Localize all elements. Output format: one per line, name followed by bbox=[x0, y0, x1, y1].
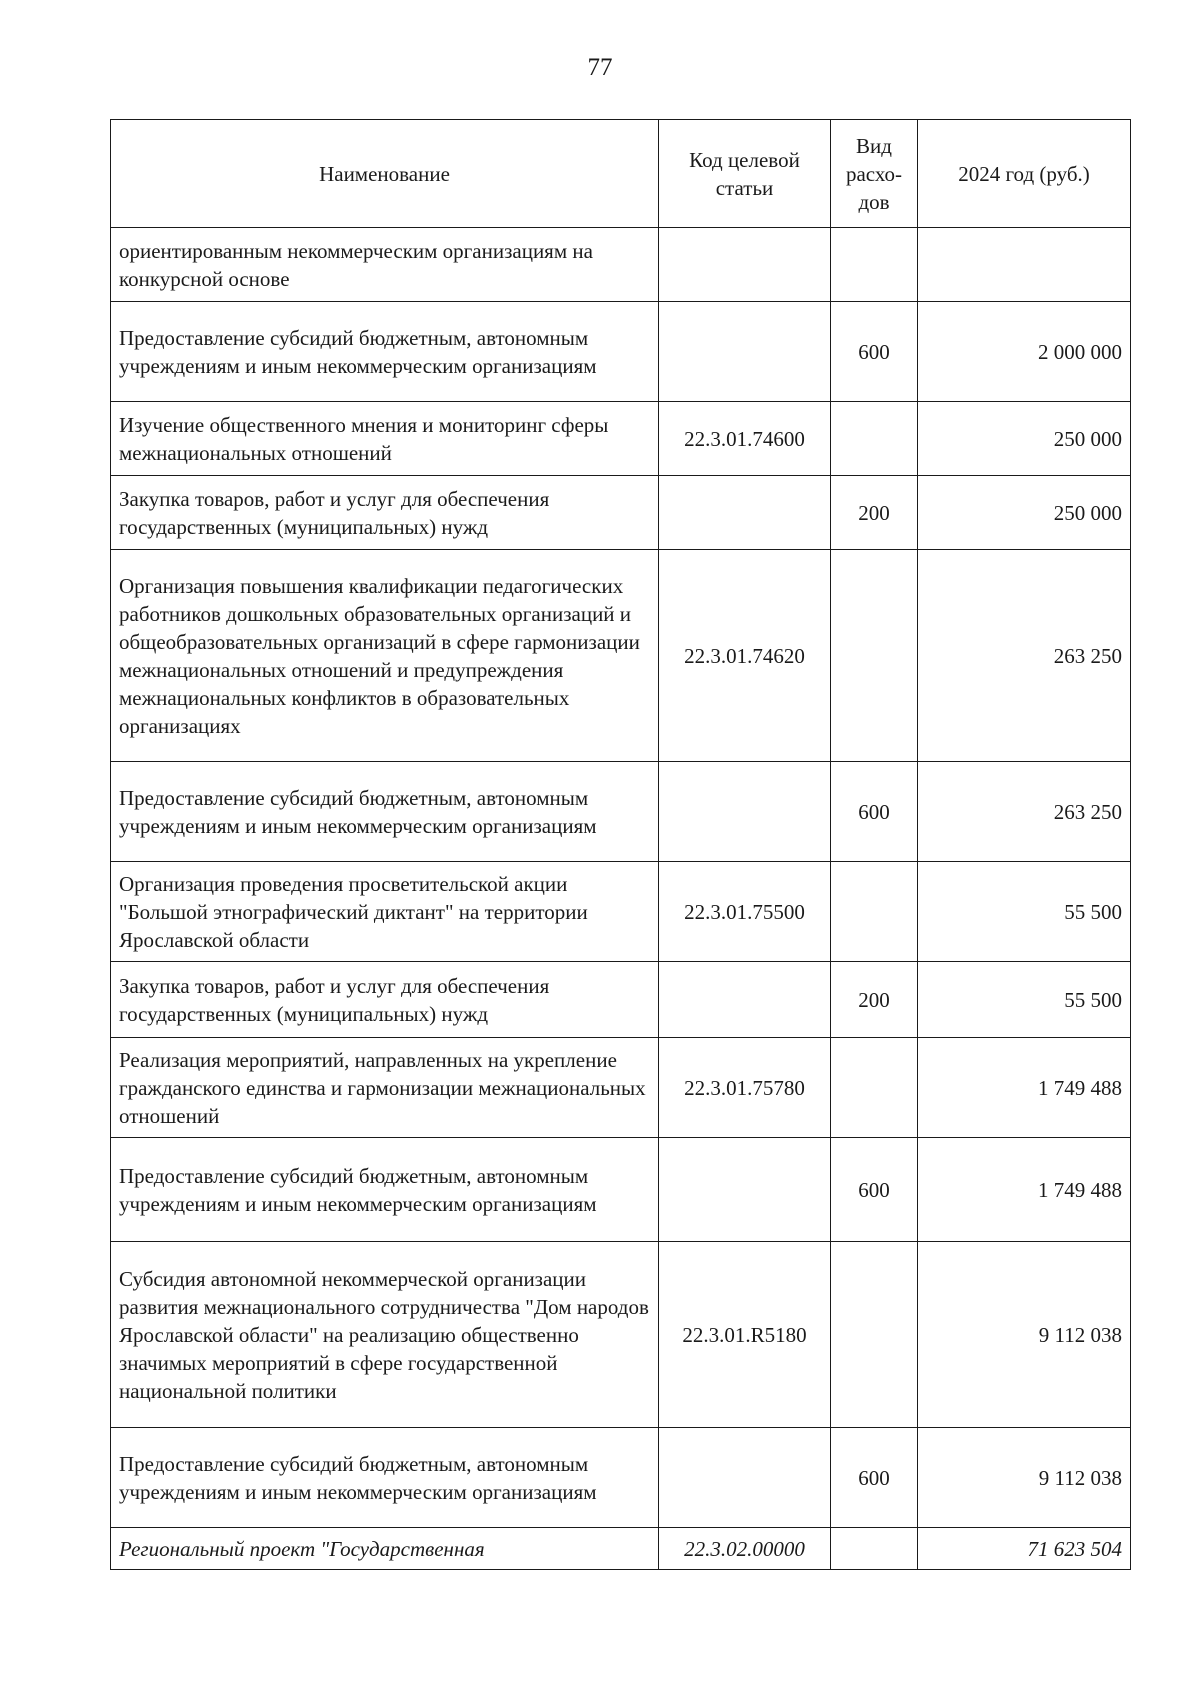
table-row bbox=[111, 1038, 1131, 1138]
row-name: Реализация мероприятий, направленных на укрепление гражданского единства и гармонизации межнациональных отношений bbox=[111, 1038, 659, 1138]
table-row bbox=[111, 1242, 1131, 1428]
row-type bbox=[831, 228, 918, 302]
row-name: Региональный проект "Государственная bbox=[111, 1528, 659, 1570]
row-code: 22.3.01.74600 bbox=[659, 402, 831, 476]
row-code: 22.3.01.74620 bbox=[659, 550, 831, 762]
row-type: 200 bbox=[831, 962, 918, 1038]
page-number: 77 bbox=[587, 54, 613, 81]
row-type bbox=[831, 550, 918, 762]
row-type bbox=[831, 862, 918, 962]
row-type: 600 bbox=[831, 1428, 918, 1528]
row-amount: 250 000 bbox=[918, 402, 1131, 476]
row-code bbox=[659, 476, 831, 550]
row-code bbox=[659, 1138, 831, 1242]
row-amount: 250 000 bbox=[918, 476, 1131, 550]
header-type: Вид расхо-дов bbox=[831, 120, 918, 228]
table-row bbox=[111, 402, 1131, 476]
row-amount: 9 112 038 bbox=[918, 1242, 1131, 1428]
row-type bbox=[831, 1242, 918, 1428]
row-name: Организация проведения просветительской акции "Большой этнографический диктант" на территории Ярославской области bbox=[111, 862, 659, 962]
table-header-row bbox=[111, 120, 1131, 228]
row-name: Организация повышения квалификации педагогических работников дошкольных образовательных организаций и общеобразовательных организаций в сфере гармонизации межнациональных отношений и предупреждения межнациональных конфликтов в образовательных организациях bbox=[111, 550, 659, 762]
row-amount: 55 500 bbox=[918, 862, 1131, 962]
row-code: 22.3.02.00000 bbox=[659, 1528, 831, 1570]
row-amount bbox=[918, 228, 1131, 302]
row-code: 22.3.01.75500 bbox=[659, 862, 831, 962]
row-type: 600 bbox=[831, 302, 918, 402]
table-row bbox=[111, 1428, 1131, 1528]
row-code bbox=[659, 1428, 831, 1528]
row-amount: 9 112 038 bbox=[918, 1428, 1131, 1528]
row-amount: 263 250 bbox=[918, 550, 1131, 762]
row-type bbox=[831, 402, 918, 476]
row-name: Предоставление субсидий бюджетным, автономным учреждениям и иным некоммерческим организациям bbox=[111, 1428, 659, 1528]
row-name: Субсидия автономной некоммерческой организации развития межнационального сотрудничества "Дом народов Ярославской области" на реализацию общественно значимых мероприятий в сфере государственной национальной политики bbox=[111, 1242, 659, 1428]
row-name: Изучение общественного мнения и мониторинг сферы межнациональных отношений bbox=[111, 402, 659, 476]
header-name: Наименование bbox=[111, 120, 659, 228]
row-amount: 55 500 bbox=[918, 962, 1131, 1038]
header-amount: 2024 год (руб.) bbox=[918, 120, 1131, 228]
row-code bbox=[659, 228, 831, 302]
table-row bbox=[111, 862, 1131, 962]
row-amount: 1 749 488 bbox=[918, 1138, 1131, 1242]
row-type: 600 bbox=[831, 762, 918, 862]
table-row bbox=[111, 476, 1131, 550]
table-row bbox=[111, 550, 1131, 762]
row-name: Предоставление субсидий бюджетным, автономным учреждениям и иным некоммерческим организациям bbox=[111, 762, 659, 862]
table-row bbox=[111, 228, 1131, 302]
row-code bbox=[659, 962, 831, 1038]
row-code: 22.3.01.R5180 bbox=[659, 1242, 831, 1428]
row-code bbox=[659, 762, 831, 862]
row-name: Закупка товаров, работ и услуг для обеспечения государственных (муниципальных) нужд bbox=[111, 476, 659, 550]
row-name: Предоставление субсидий бюджетным, автономным учреждениям и иным некоммерческим организациям bbox=[111, 302, 659, 402]
row-code bbox=[659, 302, 831, 402]
table-row bbox=[111, 962, 1131, 1038]
budget-table bbox=[110, 119, 1131, 1570]
header-code: Код целевой статьи bbox=[659, 120, 831, 228]
row-amount: 1 749 488 bbox=[918, 1038, 1131, 1138]
row-type: 600 bbox=[831, 1138, 918, 1242]
row-name: Закупка товаров, работ и услуг для обеспечения государственных (муниципальных) нужд bbox=[111, 962, 659, 1038]
row-name: Предоставление субсидий бюджетным, автономным учреждениям и иным некоммерческим организациям bbox=[111, 1138, 659, 1242]
row-type bbox=[831, 1528, 918, 1570]
table-row bbox=[111, 302, 1131, 402]
row-amount: 2 000 000 bbox=[918, 302, 1131, 402]
row-type bbox=[831, 1038, 918, 1138]
table-row bbox=[111, 1528, 1131, 1570]
row-code: 22.3.01.75780 bbox=[659, 1038, 831, 1138]
table-row bbox=[111, 1138, 1131, 1242]
row-type: 200 bbox=[831, 476, 918, 550]
row-amount: 71 623 504 bbox=[918, 1528, 1131, 1570]
row-name: ориентированным некоммерческим организациям на конкурсной основе bbox=[111, 228, 659, 302]
row-amount: 263 250 bbox=[918, 762, 1131, 862]
table-row bbox=[111, 762, 1131, 862]
